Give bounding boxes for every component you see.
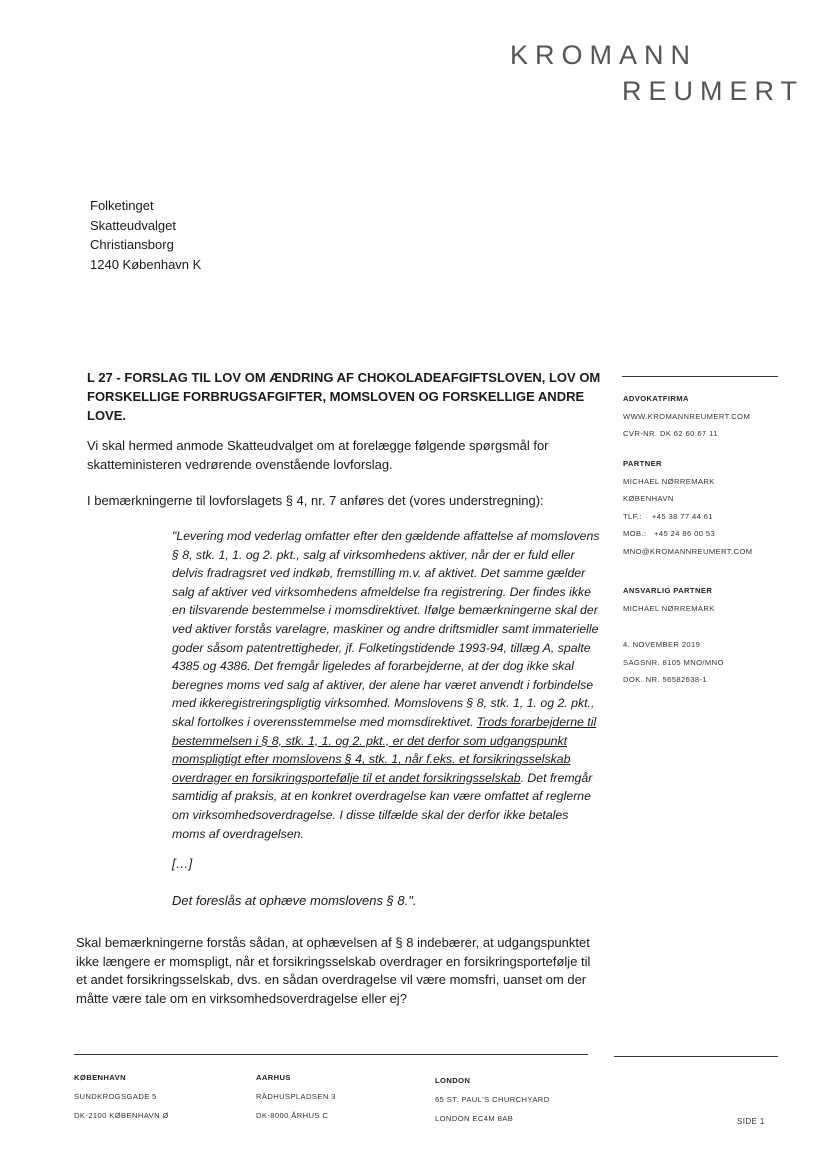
footer-copenhagen-city: DK-2100 KØBENHAVN Ø [74,1111,169,1120]
phone-number: TLF.: +45 38 77 44 61 [623,511,714,521]
website: WWW.KROMANNREUMERT.COM [623,411,751,421]
question-paragraph: Skal bemærkningerne forstås sådan, at ophævelsen af § 8 indebærer, at udgangspunktet ikke længere er momspligt, når et forsikringsselskab overdrager en forsikringsportefølje til et andet forsikringsselskab, dvs. en sådan overdragelse vil være momsfri, uanset om der måtte være tale om en virksomhedsoverdragelse eller ej? [76,935,591,1006]
sidebar-top-rule [622,376,778,377]
quote-final-line: Det foreslås at ophæve momslovens § 8.". [172,893,417,908]
footer-london-street: 65 ST. PAUL'S CHURCHYARD [435,1095,550,1104]
quote-part-1: "Levering mod vederlag omfatter efter den gældende affattelse af momslovens § 8, stk. 1, 1. og 2. pkt., salg af virksomhedens aktiver, når der er fuld eller delvis fradragsret ved indkøb, fremstilling m.v. af aktivet. Det samme gælder salg af aktiver ved virksomhedens afmeldelse fra registrering. Der findes ikke en tilsvarende bestemmelse i momsdirektivet. Ifølge bemærkningerne skal der ved aktiver forstås varelagre, maskiner og andre driftsmidler samt immaterielle goder såsom patentrettigheder, jf. Folketingstidende 1993-94, tillæg A, spalte 4385 og 4386. Det fremgår ligeledes af forarbejderne, at der dog ikke skal beregnes moms ved salg af aktiver, der alene har været anvendt i forbindelse med ikkeregistreringspligtig virksomhed. Momslovens § 8, stk. 1, 1. og 2. pkt., skal fortolkes i overensstemmelse med momsdirektivet. [172,529,600,729]
quote-underlined: Trods forarbejderne til bestemmelsen i § 8, stk. 1, 1. og 2. pkt., er det derfor som udgangspunkt momspligtigt efter momslovens § 4, stk. 1, når f.eks. et forsikringsselskab overdrager en forsikringsportefølje til et andet forsikringsselskab [172,714,597,785]
page-number: SIDE 1 [737,1117,765,1126]
firm-label: ADVOKATFIRMA [623,394,689,403]
cvr-number: CVR-NR. DK 62 60 67 11 [623,429,718,438]
recipient-line: Christiansborg [90,237,174,252]
mobile-number: MOB.: +45 24 86 00 53 [623,529,716,538]
footer-rule-main [74,1054,588,1055]
footer-rule-side [614,1056,778,1057]
sidebar-partner-block [623,455,752,560]
recipient-line: 1240 København K [90,256,202,272]
recipient-line: Folketinget [90,198,154,213]
footer-copenhagen-label: KØBENHAVN [74,1073,126,1082]
footer-aarhus-label: AARHUS [256,1073,291,1082]
responsible-name: MICHAEL NØRREMARK [623,603,715,613]
letter-date: 4. NOVEMBER 2019 [623,640,701,649]
quote-part-2: . Det fremgår samtidig af praksis, at en konkret overdragelse kan være omfattet af reglerne om virksomhedsoverdragelse. I disse tilfælde skal der derfor ikke betales moms af overdragelsen. [172,770,593,841]
footer-london-city: LONDON EC4M 8AB [435,1114,514,1123]
sidebar-case-block [623,636,724,689]
intro-paragraph: Vi skal hermed anmode Skatteudvalget om at forelægge følgende spørgsmål for skatteministeren vedrørende ovenstående lovforslag. [87,438,549,472]
partner-label: PARTNER [623,459,662,468]
quote-ellipsis: […] [172,856,193,871]
recipient-line: Skatteudvalget [90,217,177,233]
case-number: SAGSNR. 8105 MNO/MNO [623,657,724,667]
quoted-remarks [172,527,602,843]
partner-name: MICHAEL NØRREMARK [623,476,715,486]
footer-london-label: LONDON [435,1076,471,1085]
footer-aarhus [256,1068,336,1125]
logo-line-2: REUMERT [622,76,805,106]
sidebar-firm-block [623,390,750,443]
letter-heading: L 27 - FORSLAG TIL LOV OM ÆNDRING AF CHOKOLADEAFGIFTSLOVEN, LOV OM FORSKELLIGE FORBRUGSAFGIFTER, MOMSLOVEN OG FORSKELLIGE ANDRE LOVE. [87,370,601,423]
email-address: MNO@KROMANNREUMERT.COM [623,546,753,556]
footer-london [435,1071,550,1128]
recipient-address [90,196,201,274]
footer-aarhus-street: RÅDHUSPLADSEN 3 [256,1092,336,1101]
footer-copenhagen [74,1068,169,1125]
document-number: DOK. NR. 56582638-1 [623,675,708,684]
responsible-label: ANSVARLIG PARTNER [623,586,713,595]
footer-aarhus-city: DK-8000 ÅRHUS C [256,1111,329,1120]
footer-copenhagen-street: SUNDKROGSGADE 5 [74,1092,157,1101]
lead-in-paragraph: I bemærkningerne til lovforslagets § 4, nr. 7 anføres det (vores understregning): [87,493,544,508]
sidebar-responsible-block [623,582,715,617]
partner-city: KØBENHAVN [623,494,674,503]
logo-line-1: KROMANN [510,40,698,70]
